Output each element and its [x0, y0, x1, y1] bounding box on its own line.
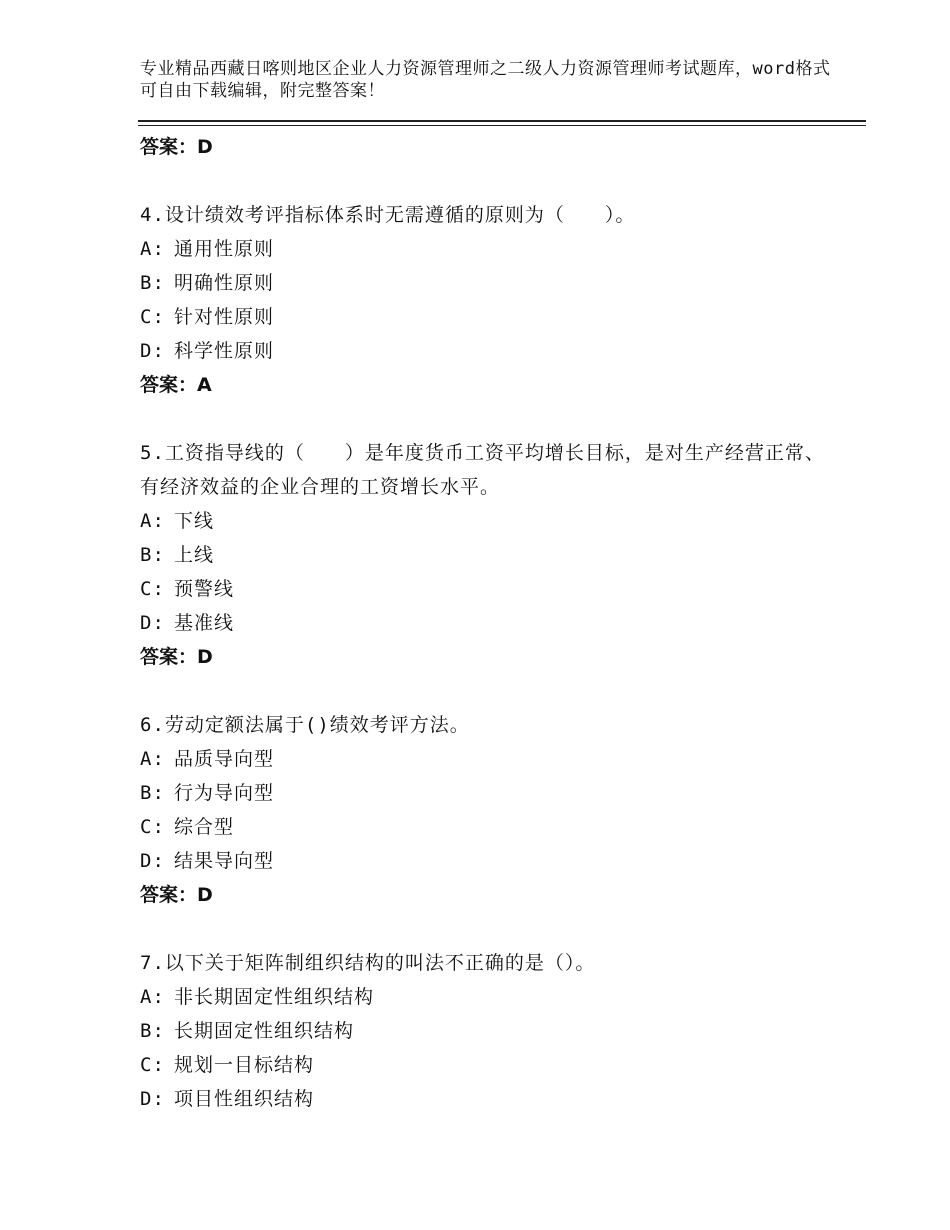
option-a: [140, 504, 840, 538]
option-key: A:: [140, 986, 165, 1008]
option-text: 科学性原则: [174, 340, 275, 362]
option-text: 综合型: [174, 816, 235, 838]
option-text: 针对性原则: [174, 306, 275, 328]
option-key: B:: [140, 272, 165, 294]
option-d: [140, 844, 840, 878]
option-text: 明确性原则: [174, 272, 275, 294]
option-key: D:: [140, 850, 165, 872]
option-key: D:: [140, 1088, 165, 1110]
question-text: 6.劳动定额法属于()绩效考评方法。: [140, 714, 470, 736]
option-d: [140, 334, 840, 368]
option-text: 行为导向型: [174, 782, 275, 804]
answer-label: 答案：D: [140, 136, 213, 158]
option-c: [140, 810, 840, 844]
question-block: [140, 946, 840, 1116]
option-text: 项目性组织结构: [174, 1088, 315, 1110]
question-block: [140, 198, 840, 402]
question-text: 7.以下关于矩阵制组织结构的叫法不正确的是（）。: [140, 952, 596, 974]
option-text: 预警线: [174, 578, 235, 600]
question-text: 4.设计绩效考评指标体系时无需遵循的原则为（ ）。: [140, 204, 636, 226]
option-c: [140, 300, 840, 334]
option-key: B:: [140, 544, 165, 566]
option-text: 品质导向型: [174, 748, 275, 770]
answer-label: 答案：D: [140, 646, 213, 668]
option-key: D:: [140, 340, 165, 362]
option-text: 下线: [174, 510, 215, 532]
option-a: [140, 742, 840, 776]
option-key: C:: [140, 1054, 165, 1076]
option-key: A:: [140, 748, 165, 770]
option-key: C:: [140, 306, 165, 328]
option-b: [140, 538, 840, 572]
option-text: 非长期固定性组织结构: [174, 986, 375, 1008]
option-c: [140, 1048, 840, 1082]
question-text: 5.工资指导线的（ ）是年度货币工资平均增长目标，是对生产经营正常、有经济效益的企业合理的工资增长水平。: [140, 442, 825, 498]
option-text: 通用性原则: [174, 238, 275, 260]
question-block: [140, 708, 840, 912]
option-key: B:: [140, 782, 165, 804]
option-c: [140, 572, 840, 606]
option-text: 上线: [174, 544, 215, 566]
option-text: 结果导向型: [174, 850, 275, 872]
option-key: C:: [140, 578, 165, 600]
document-body: [140, 130, 840, 1116]
option-a: [140, 232, 840, 266]
option-key: A:: [140, 238, 165, 260]
option-text: 规划一目标结构: [174, 1054, 315, 1076]
header-rule-thick: [138, 120, 866, 122]
option-text: 长期固定性组织结构: [174, 1020, 355, 1042]
option-a: [140, 980, 840, 1014]
option-key: D:: [140, 612, 165, 634]
option-b: [140, 266, 840, 300]
header-rule-thin: [138, 125, 866, 126]
document-header: 专业精品西藏日喀则地区企业人力资源管理师之二级人力资源管理师考试题库，word格式可自由下载编辑，附完整答案！: [140, 59, 831, 101]
option-b: [140, 1014, 840, 1048]
option-key: B:: [140, 1020, 165, 1042]
answer-label: 答案：A: [140, 374, 212, 396]
option-key: C:: [140, 816, 165, 838]
question-block: [140, 436, 840, 674]
option-d: [140, 606, 840, 640]
option-text: 基准线: [174, 612, 235, 634]
option-b: [140, 776, 840, 810]
answer-label: 答案：D: [140, 884, 213, 906]
option-key: A:: [140, 510, 165, 532]
option-d: [140, 1082, 840, 1116]
